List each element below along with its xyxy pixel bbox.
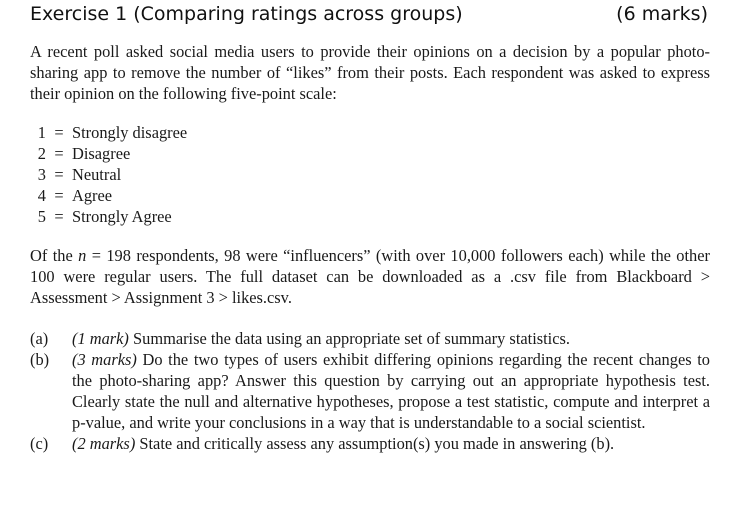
scale-number: 2 [37,144,46,163]
part-label: (a) [30,329,49,348]
question-part-b [30,349,710,433]
question-part-a [30,328,710,349]
scale-number: 5 [37,207,46,226]
scale-number: 4 [37,186,46,205]
scale-item: 5 = Strongly Agree [34,206,187,227]
scale-item: 3 = Neutral [34,164,187,185]
scale-label: Neutral [72,165,122,184]
part-text: Summarise the data using an appropriate set of summary statistics. [128,329,570,348]
dataset-text: = 198 respondents, 98 were “influencers” (with over 10,000 followers each) while the other 100 were regular users. The full dataset can be downloaded as a .csv file from Blackboard > Assessment > Assignment 3 > likes.csv. [30,246,710,307]
scale-item: 1 = Strongly disagree [34,122,187,143]
dataset-pre: Of the [30,246,73,265]
intro-paragraph: A recent poll asked social media users to provide their opinions on a decision by a popular photo-sharing app to remove the number of “likes” from their posts. Each respondent was asked to express their opinion on the following five-point scale: [30,42,710,103]
rating-scale-list [34,122,187,227]
n-variable: n [78,246,87,265]
part-marks: (2 marks) [72,434,136,453]
question-parts [30,328,710,454]
scale-label: Strongly Agree [72,207,172,226]
part-marks: (3 marks) [72,350,137,369]
question-part-c [30,433,710,454]
scale-item: 4 = Agree [34,185,187,206]
scale-label: Agree [72,186,113,205]
scale-label: Strongly disagree [72,123,188,142]
part-label: (b) [30,350,50,369]
dataset-paragraph [30,245,710,308]
scale-number: 3 [37,165,46,184]
scale-number: 1 [37,123,46,142]
part-label: (c) [30,434,49,453]
exercise-title: Exercise 1 (Comparing ratings across groups) [30,3,463,25]
exercise-marks: (6 marks) [616,3,708,25]
part-text: Do the two types of users exhibit differing opinions regarding the recent changes to the photo-sharing app? Answer this question by carrying out an appropriate hypothesis test. Clearly state the null and alternative hypotheses, propose a test statistic, compute and interpret a p-value, and write your conclusions in a way that is understandable to a social scientist. [72,350,711,432]
part-marks: (1 mark) [72,329,129,348]
scale-item: 2 = Disagree [34,143,187,164]
part-text: State and critically assess any assumption(s) you made in answering (b). [135,434,615,453]
scale-label: Disagree [72,144,131,163]
exercise-header [30,3,708,29]
